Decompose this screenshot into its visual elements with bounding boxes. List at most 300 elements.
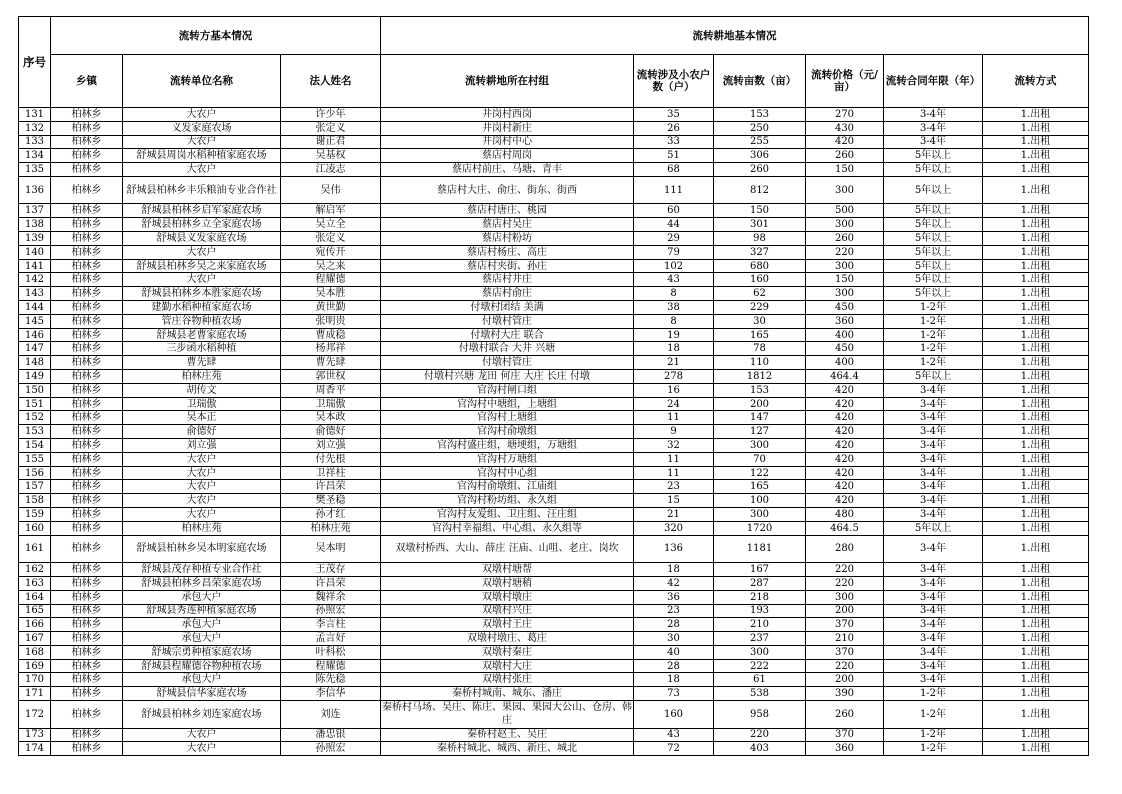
cell-town: 柏林乡	[51, 439, 123, 453]
cell-seq: 143	[19, 287, 51, 301]
cell-term: 5年以上	[884, 204, 983, 218]
cell-legal-person: 孙照宏	[281, 742, 381, 756]
cell-price: 150	[806, 273, 884, 287]
cell-households: 11	[634, 452, 714, 466]
header-mode: 流转方式	[983, 55, 1089, 108]
cell-seq: 156	[19, 466, 51, 480]
cell-village-group: 蔡店村唐庄、桃园	[381, 204, 634, 218]
cell-price: 480	[806, 508, 884, 522]
cell-households: 26	[634, 121, 714, 135]
cell-households: 51	[634, 149, 714, 163]
table-row	[19, 673, 1089, 687]
cell-seq: 170	[19, 673, 51, 687]
cell-mode: 1.出租	[983, 508, 1089, 522]
cell-seq: 140	[19, 245, 51, 259]
cell-seq: 132	[19, 121, 51, 135]
cell-households: 136	[634, 535, 714, 563]
table-row	[19, 742, 1089, 756]
header-price: 流转价格（元/亩）	[806, 55, 884, 108]
cell-area: 100	[714, 494, 806, 508]
cell-households: 72	[634, 742, 714, 756]
cell-town: 柏林乡	[51, 494, 123, 508]
cell-town: 柏林乡	[51, 742, 123, 756]
cell-mode: 1.出租	[983, 452, 1089, 466]
cell-legal-person: 孙照宏	[281, 604, 381, 618]
cell-legal-person: 吴本胜	[281, 287, 381, 301]
cell-village-group: 双墩村墩庄、葛庄	[381, 632, 634, 646]
cell-seq: 168	[19, 645, 51, 659]
cell-area: 147	[714, 411, 806, 425]
cell-price: 400	[806, 328, 884, 342]
cell-area: 958	[714, 701, 806, 729]
cell-price: 300	[806, 176, 884, 204]
cell-village-group: 付墩村管庄	[381, 356, 634, 370]
cell-unit-name: 舒城县柏林乡吴之来家庭农场	[123, 259, 281, 273]
cell-households: 8	[634, 287, 714, 301]
cell-seq: 172	[19, 701, 51, 729]
cell-village-group: 蔡店村夹街、孙庄	[381, 259, 634, 273]
cell-area: 153	[714, 108, 806, 122]
cell-area: 193	[714, 604, 806, 618]
cell-town: 柏林乡	[51, 576, 123, 590]
cell-term: 3-4年	[884, 494, 983, 508]
cell-seq: 145	[19, 314, 51, 328]
cell-mode: 1.出租	[983, 163, 1089, 177]
cell-term: 5年以上	[884, 232, 983, 246]
cell-legal-person: 卫瑞傲	[281, 397, 381, 411]
cell-households: 18	[634, 342, 714, 356]
cell-price: 420	[806, 411, 884, 425]
cell-households: 21	[634, 508, 714, 522]
cell-town: 柏林乡	[51, 535, 123, 563]
table-row	[19, 176, 1089, 204]
cell-term: 1-2年	[884, 356, 983, 370]
cell-town: 柏林乡	[51, 149, 123, 163]
cell-village-group: 双墩村塘稍	[381, 576, 634, 590]
cell-price: 220	[806, 659, 884, 673]
cell-term: 5年以上	[884, 521, 983, 535]
cell-legal-person: 卫祥柱	[281, 466, 381, 480]
cell-unit-name: 舒城县茂存种植专业合作社	[123, 563, 281, 577]
cell-area: 250	[714, 121, 806, 135]
cell-mode: 1.出租	[983, 480, 1089, 494]
cell-legal-person: 谢正君	[281, 135, 381, 149]
cell-term: 1-2年	[884, 342, 983, 356]
cell-households: 79	[634, 245, 714, 259]
cell-households: 15	[634, 494, 714, 508]
cell-town: 柏林乡	[51, 563, 123, 577]
cell-term: 1-2年	[884, 742, 983, 756]
table-row	[19, 659, 1089, 673]
cell-town: 柏林乡	[51, 259, 123, 273]
cell-area: 301	[714, 218, 806, 232]
table-row	[19, 439, 1089, 453]
cell-legal-person: 刘立强	[281, 439, 381, 453]
cell-unit-name: 舒城县柏林乡启军家庭农场	[123, 204, 281, 218]
cell-area: 300	[714, 439, 806, 453]
cell-households: 36	[634, 590, 714, 604]
table-row	[19, 701, 1089, 729]
cell-unit-name: 承包大户	[123, 632, 281, 646]
cell-term: 5年以上	[884, 163, 983, 177]
cell-mode: 1.出租	[983, 439, 1089, 453]
cell-seq: 154	[19, 439, 51, 453]
cell-seq: 165	[19, 604, 51, 618]
cell-village-group: 蔡店村粉坊	[381, 232, 634, 246]
cell-mode: 1.出租	[983, 521, 1089, 535]
cell-price: 420	[806, 466, 884, 480]
cell-area: 153	[714, 383, 806, 397]
cell-legal-person: 程耀德	[281, 659, 381, 673]
cell-seq: 167	[19, 632, 51, 646]
cell-village-group: 井岗村新庄	[381, 121, 634, 135]
cell-households: 18	[634, 673, 714, 687]
table-row	[19, 356, 1089, 370]
cell-area: 229	[714, 301, 806, 315]
cell-mode: 1.出租	[983, 328, 1089, 342]
cell-area: 300	[714, 645, 806, 659]
cell-seq: 174	[19, 742, 51, 756]
cell-households: 42	[634, 576, 714, 590]
cell-area: 200	[714, 397, 806, 411]
cell-term: 3-4年	[884, 452, 983, 466]
header-households: 流转涉及小农户数（户）	[634, 55, 714, 108]
cell-mode: 1.出租	[983, 397, 1089, 411]
cell-town: 柏林乡	[51, 383, 123, 397]
cell-town: 柏林乡	[51, 245, 123, 259]
cell-legal-person: 吴本政	[281, 411, 381, 425]
cell-mode: 1.出租	[983, 673, 1089, 687]
cell-town: 柏林乡	[51, 452, 123, 466]
cell-area: 538	[714, 687, 806, 701]
cell-term: 5年以上	[884, 259, 983, 273]
cell-mode: 1.出租	[983, 466, 1089, 480]
cell-households: 68	[634, 163, 714, 177]
cell-term: 1-2年	[884, 328, 983, 342]
cell-legal-person: 张明贵	[281, 314, 381, 328]
cell-town: 柏林乡	[51, 521, 123, 535]
cell-area: 220	[714, 728, 806, 742]
cell-households: 73	[634, 687, 714, 701]
table-row	[19, 521, 1089, 535]
cell-unit-name: 建勤水稻种植家庭农场	[123, 301, 281, 315]
cell-town: 柏林乡	[51, 480, 123, 494]
cell-seq: 134	[19, 149, 51, 163]
cell-households: 278	[634, 370, 714, 384]
header-area: 流转亩数（亩）	[714, 55, 806, 108]
cell-term: 5年以上	[884, 218, 983, 232]
cell-legal-person: 陈先稳	[281, 673, 381, 687]
cell-village-group: 官沟村万塘组	[381, 452, 634, 466]
cell-town: 柏林乡	[51, 659, 123, 673]
cell-town: 柏林乡	[51, 673, 123, 687]
cell-town: 柏林乡	[51, 163, 123, 177]
cell-legal-person: 俞德好	[281, 425, 381, 439]
cell-unit-name: 大农户	[123, 273, 281, 287]
table-row	[19, 687, 1089, 701]
header-legal-person: 法人姓名	[281, 55, 381, 108]
cell-unit-name: 义发家庭农场	[123, 121, 281, 135]
cell-area: 70	[714, 452, 806, 466]
cell-town: 柏林乡	[51, 287, 123, 301]
cell-legal-person: 孟言好	[281, 632, 381, 646]
cell-households: 29	[634, 232, 714, 246]
cell-legal-person: 解启军	[281, 204, 381, 218]
cell-unit-name: 舒城县柏林乡吴本明家庭农场	[123, 535, 281, 563]
cell-area: 62	[714, 287, 806, 301]
cell-households: 28	[634, 618, 714, 632]
table-row	[19, 563, 1089, 577]
cell-households: 38	[634, 301, 714, 315]
cell-town: 柏林乡	[51, 425, 123, 439]
cell-legal-person: 吴伟	[281, 176, 381, 204]
cell-town: 柏林乡	[51, 232, 123, 246]
cell-price: 370	[806, 645, 884, 659]
cell-village-group: 蔡店村井庄	[381, 273, 634, 287]
table-row	[19, 480, 1089, 494]
cell-households: 102	[634, 259, 714, 273]
cell-term: 1-2年	[884, 687, 983, 701]
land-transfer-table	[18, 16, 1089, 756]
cell-unit-name: 舒城宗勇种植家庭农场	[123, 645, 281, 659]
cell-village-group: 蔡店村吴庄	[381, 218, 634, 232]
cell-mode: 1.出租	[983, 632, 1089, 646]
cell-price: 420	[806, 480, 884, 494]
cell-village-group: 官沟村俞墩组	[381, 425, 634, 439]
cell-town: 柏林乡	[51, 273, 123, 287]
cell-households: 21	[634, 356, 714, 370]
header-group-transferee: 流转方基本情况	[51, 17, 381, 55]
cell-mode: 1.出租	[983, 245, 1089, 259]
table-row	[19, 466, 1089, 480]
cell-price: 420	[806, 383, 884, 397]
table-row	[19, 314, 1089, 328]
cell-village-group: 付墩村联合 大井 兴塘	[381, 342, 634, 356]
cell-term: 3-4年	[884, 397, 983, 411]
cell-village-group: 双墩村塘帮	[381, 563, 634, 577]
cell-term: 3-4年	[884, 659, 983, 673]
cell-households: 11	[634, 411, 714, 425]
cell-unit-name: 大农户	[123, 452, 281, 466]
table-row	[19, 301, 1089, 315]
cell-unit-name: 舒城县程耀德谷物种植农场	[123, 659, 281, 673]
cell-mode: 1.出租	[983, 563, 1089, 577]
cell-mode: 1.出租	[983, 259, 1089, 273]
cell-legal-person: 杨邦祥	[281, 342, 381, 356]
cell-price: 200	[806, 673, 884, 687]
cell-town: 柏林乡	[51, 135, 123, 149]
table-row	[19, 425, 1089, 439]
cell-seq: 131	[19, 108, 51, 122]
cell-town: 柏林乡	[51, 728, 123, 742]
cell-price: 260	[806, 232, 884, 246]
cell-households: 60	[634, 204, 714, 218]
cell-price: 420	[806, 439, 884, 453]
cell-legal-person: 潘忠银	[281, 728, 381, 742]
cell-price: 210	[806, 632, 884, 646]
cell-mode: 1.出租	[983, 618, 1089, 632]
cell-legal-person: 刘连	[281, 701, 381, 729]
cell-unit-name: 曹先肆	[123, 356, 281, 370]
cell-seq: 147	[19, 342, 51, 356]
cell-village-group: 双墩村桥西、大山、薛庄 汪庙、山咀、老庄、岗坎	[381, 535, 634, 563]
cell-seq: 137	[19, 204, 51, 218]
cell-households: 8	[634, 314, 714, 328]
cell-village-group: 井岗村西岗	[381, 108, 634, 122]
cell-term: 1-2年	[884, 701, 983, 729]
cell-unit-name: 舒城县柏林乡本胜家庭农场	[123, 287, 281, 301]
table-body	[19, 108, 1089, 756]
cell-town: 柏林乡	[51, 328, 123, 342]
cell-unit-name: 舒城县信华家庭农场	[123, 687, 281, 701]
cell-town: 柏林乡	[51, 301, 123, 315]
cell-seq: 136	[19, 176, 51, 204]
cell-seq: 151	[19, 397, 51, 411]
cell-legal-person: 黄世勤	[281, 301, 381, 315]
table-row	[19, 259, 1089, 273]
cell-village-group: 官沟村闸口组	[381, 383, 634, 397]
cell-area: 403	[714, 742, 806, 756]
cell-unit-name: 俞德好	[123, 425, 281, 439]
cell-term: 5年以上	[884, 370, 983, 384]
cell-term: 3-4年	[884, 425, 983, 439]
cell-area: 237	[714, 632, 806, 646]
cell-term: 5年以上	[884, 273, 983, 287]
cell-legal-person: 柏林庄苑	[281, 521, 381, 535]
cell-term: 3-4年	[884, 618, 983, 632]
cell-unit-name: 大农户	[123, 466, 281, 480]
table-row	[19, 411, 1089, 425]
cell-area: 1720	[714, 521, 806, 535]
cell-term: 3-4年	[884, 563, 983, 577]
cell-legal-person: 曹成稳	[281, 328, 381, 342]
cell-unit-name: 大农户	[123, 494, 281, 508]
cell-mode: 1.出租	[983, 701, 1089, 729]
cell-unit-name: 卫瑞傲	[123, 397, 281, 411]
cell-unit-name: 承包大户	[123, 590, 281, 604]
cell-unit-name: 柏林庄苑	[123, 521, 281, 535]
cell-term: 3-4年	[884, 108, 983, 122]
table-row	[19, 632, 1089, 646]
cell-term: 5年以上	[884, 245, 983, 259]
cell-households: 23	[634, 604, 714, 618]
cell-legal-person: 吴基权	[281, 149, 381, 163]
cell-price: 420	[806, 494, 884, 508]
cell-price: 300	[806, 590, 884, 604]
cell-village-group: 蔡店村俞庄	[381, 287, 634, 301]
cell-town: 柏林乡	[51, 508, 123, 522]
cell-price: 220	[806, 245, 884, 259]
cell-town: 柏林乡	[51, 314, 123, 328]
cell-area: 167	[714, 563, 806, 577]
cell-village-group: 付墩村团结 美满	[381, 301, 634, 315]
cell-mode: 1.出租	[983, 287, 1089, 301]
cell-mode: 1.出租	[983, 494, 1089, 508]
cell-area: 127	[714, 425, 806, 439]
table-header	[19, 17, 1089, 108]
cell-price: 300	[806, 287, 884, 301]
cell-households: 18	[634, 563, 714, 577]
cell-unit-name: 大农户	[123, 163, 281, 177]
cell-mode: 1.出租	[983, 149, 1089, 163]
cell-village-group: 秦桥村赵王、吴庄	[381, 728, 634, 742]
cell-town: 柏林乡	[51, 466, 123, 480]
cell-village-group: 官沟村盛庄组，塘埂组，万塘组	[381, 439, 634, 453]
cell-households: 160	[634, 701, 714, 729]
cell-households: 40	[634, 645, 714, 659]
cell-area: 30	[714, 314, 806, 328]
table-row	[19, 508, 1089, 522]
cell-term: 3-4年	[884, 604, 983, 618]
cell-mode: 1.出租	[983, 370, 1089, 384]
cell-price: 370	[806, 618, 884, 632]
header-seq: 序号	[19, 17, 51, 108]
header-term: 流转合同年限（年）	[884, 55, 983, 108]
cell-legal-person: 王茂存	[281, 563, 381, 577]
cell-area: 327	[714, 245, 806, 259]
table-row	[19, 576, 1089, 590]
cell-term: 3-4年	[884, 645, 983, 659]
cell-unit-name: 舒城县柏林乡刘连家庭农场	[123, 701, 281, 729]
table-row	[19, 604, 1089, 618]
cell-town: 柏林乡	[51, 618, 123, 632]
cell-seq: 160	[19, 521, 51, 535]
header-group-land: 流转耕地基本情况	[381, 17, 1089, 55]
cell-town: 柏林乡	[51, 176, 123, 204]
cell-seq: 166	[19, 618, 51, 632]
cell-area: 260	[714, 163, 806, 177]
cell-village-group: 官沟村俞墩组、江庙组	[381, 480, 634, 494]
cell-village-group: 蔡店村周岗	[381, 149, 634, 163]
cell-households: 35	[634, 108, 714, 122]
cell-term: 3-4年	[884, 121, 983, 135]
cell-legal-person: 郭世权	[281, 370, 381, 384]
cell-unit-name: 大农户	[123, 728, 281, 742]
cell-households: 16	[634, 383, 714, 397]
cell-village-group: 官沟村幸福组、中心组、永久组等	[381, 521, 634, 535]
cell-unit-name: 舒城县义发家庭农场	[123, 232, 281, 246]
cell-term: 3-4年	[884, 480, 983, 494]
cell-village-group: 双墩村张庄	[381, 673, 634, 687]
cell-term: 3-4年	[884, 673, 983, 687]
cell-households: 28	[634, 659, 714, 673]
cell-mode: 1.出租	[983, 383, 1089, 397]
cell-seq: 159	[19, 508, 51, 522]
cell-households: 11	[634, 466, 714, 480]
cell-village-group: 官沟村上塘组	[381, 411, 634, 425]
cell-price: 420	[806, 135, 884, 149]
cell-village-group: 官沟村友爱组、卫庄组、汪庄组	[381, 508, 634, 522]
cell-seq: 150	[19, 383, 51, 397]
cell-seq: 152	[19, 411, 51, 425]
cell-village-group: 官沟村粉坊组、永久组	[381, 494, 634, 508]
cell-legal-person: 程耀德	[281, 273, 381, 287]
cell-area: 306	[714, 149, 806, 163]
table-row	[19, 370, 1089, 384]
cell-town: 柏林乡	[51, 411, 123, 425]
cell-price: 420	[806, 425, 884, 439]
cell-town: 柏林乡	[51, 204, 123, 218]
cell-price: 430	[806, 121, 884, 135]
table-row	[19, 163, 1089, 177]
cell-households: 32	[634, 439, 714, 453]
cell-town: 柏林乡	[51, 604, 123, 618]
table-row	[19, 645, 1089, 659]
cell-term: 3-4年	[884, 135, 983, 149]
cell-unit-name: 胡传文	[123, 383, 281, 397]
cell-households: 33	[634, 135, 714, 149]
cell-area: 812	[714, 176, 806, 204]
